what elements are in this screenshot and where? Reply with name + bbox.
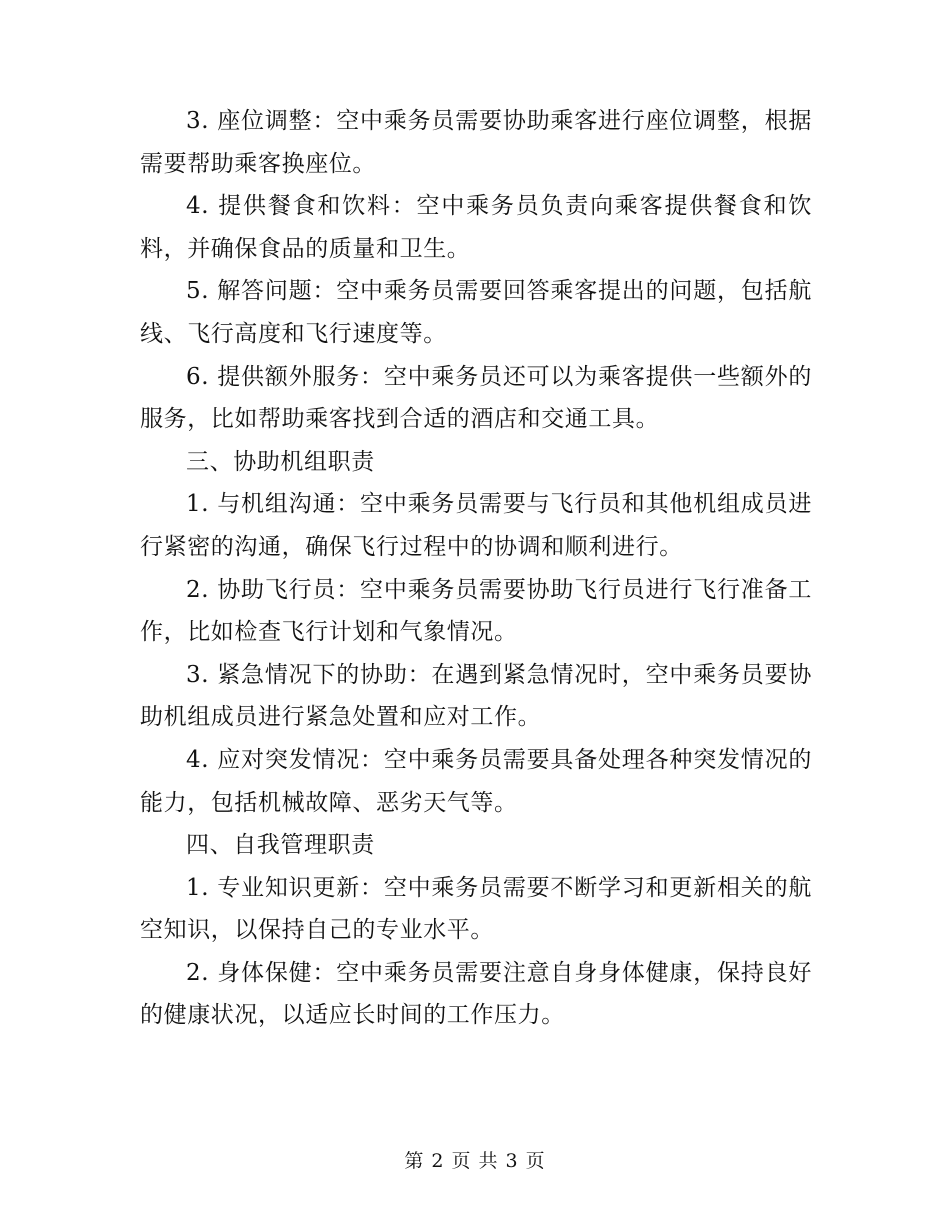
paragraph-crew-communication: 1. 与机组沟通：空中乘务员需要与飞行员和其他机组成员进行紧密的沟通，确保飞行过程中的协调和顺利进行。 bbox=[140, 491, 812, 560]
section-heading-crew-assistance: 三、协助机组职责 bbox=[186, 448, 375, 475]
page-body bbox=[140, 100, 812, 1037]
paragraph-meals-drinks: 4. 提供餐食和饮料：空中乘务员负责向乘客提供餐食和饮料，并确保食品的质量和卫生。 bbox=[140, 193, 812, 262]
paragraph-seat-adjustment: 3. 座位调整：空中乘务员需要协助乘客进行座位调整，根据需要帮助乘客换座位。 bbox=[140, 108, 812, 177]
paragraph-emergency-assist: 3. 紧急情况下的协助：在遇到紧急情况时，空中乘务员要协助机组成员进行紧急处置和应对工作。 bbox=[140, 661, 812, 731]
paragraph-health-care: 2. 身体保健：空中乘务员需要注意自身身体健康，保持良好的健康状况，以适应长时间的工作压力。 bbox=[140, 959, 812, 1029]
paragraph-knowledge-update: 1. 专业知识更新：空中乘务员需要不断学习和更新相关的航空知识，以保持自己的专业水平。 bbox=[140, 874, 812, 944]
paragraph-extra-services: 6. 提供额外服务：空中乘务员还可以为乘客提供一些额外的服务，比如帮助乘客找到合适的酒店和交通工具。 bbox=[140, 363, 812, 433]
page-number-footer: 第 2 页 共 3 页 bbox=[404, 1150, 546, 1172]
paragraph-answer-questions: 5. 解答问题：空中乘务员需要回答乘客提出的问题，包括航线、飞行高度和飞行速度等。 bbox=[140, 278, 812, 347]
section-heading-self-management: 四、自我管理职责 bbox=[186, 832, 375, 859]
paragraph-assist-pilot: 2. 协助飞行员：空中乘务员需要协助飞行员进行飞行准备工作，比如检查飞行计划和气象情况。 bbox=[140, 576, 812, 646]
paragraph-sudden-situations: 4. 应对突发情况：空中乘务员需要具备处理各种突发情况的能力，包括机械故障、恶劣天气等。 bbox=[140, 746, 812, 816]
